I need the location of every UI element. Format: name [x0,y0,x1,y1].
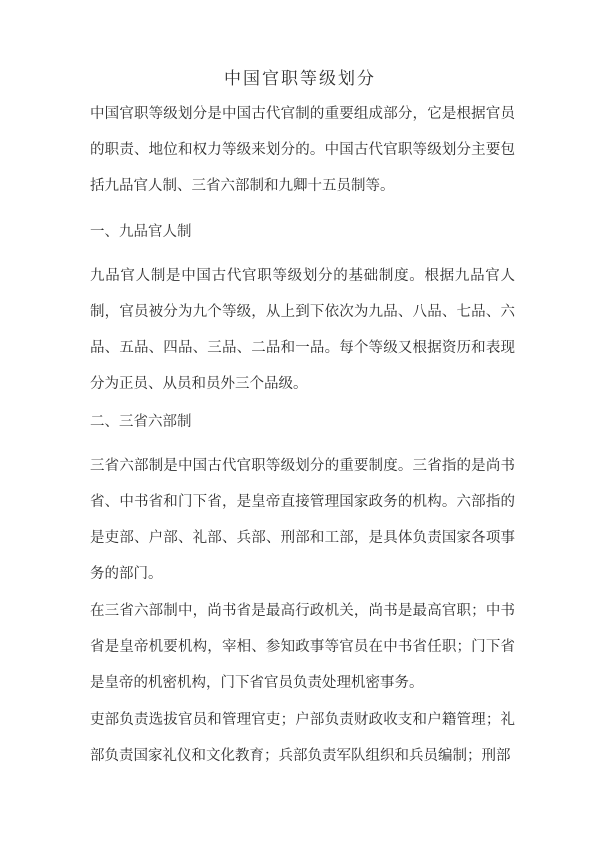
three-departments-paragraph-3: 吏部负责选拔官员和管理官吏；户部负责财政收支和户籍管理；礼部负责国家礼仪和文化教育；兵部负责军队组织和兵员编制；刑部 [90,712,515,764]
three-departments-paragraph-1: 三省六部制是中国古代官职等级划分的重要制度。三省指的是尚书省、中书省和门下省，是皇帝直接管理国家政务的机构。六部指的是吏部、户部、礼部、兵部、刑部和工部，是具体负责国家各项事务的部门。 [90,458,515,582]
section-heading-three-departments: 二、三省六部制 [90,414,192,430]
nine-rank-paragraph: 九品官人制是中国古代官职等级划分的基础制度。根据九品官人制，官员被分为九个等级，从上到下依次为九品、八品、七品、六品、五品、四品、三品、二品和一品。每个等级又根据资历和表现分为正员、从员和员外三个品级。 [90,268,515,392]
page-title: 中国官职等级划分 [224,69,376,89]
intro-paragraph: 中国官职等级划分是中国古代官制的重要组成部分，它是根据官员的职责、地位和权力等级来划分的。中国古代官职等级划分主要包括九品官人制、三省六部制和九卿十五员制等。 [90,106,515,194]
section-heading-nine-rank: 一、九品官人制 [90,224,192,240]
three-departments-paragraph-2: 在三省六部制中，尚书省是最高行政机关，尚书是最高官职；中书省是皇帝机要机构，宰相、参知政事等官员在中书省任职；门下省是皇帝的机密机构，门下省官员负责处理机密事务。 [90,603,515,691]
